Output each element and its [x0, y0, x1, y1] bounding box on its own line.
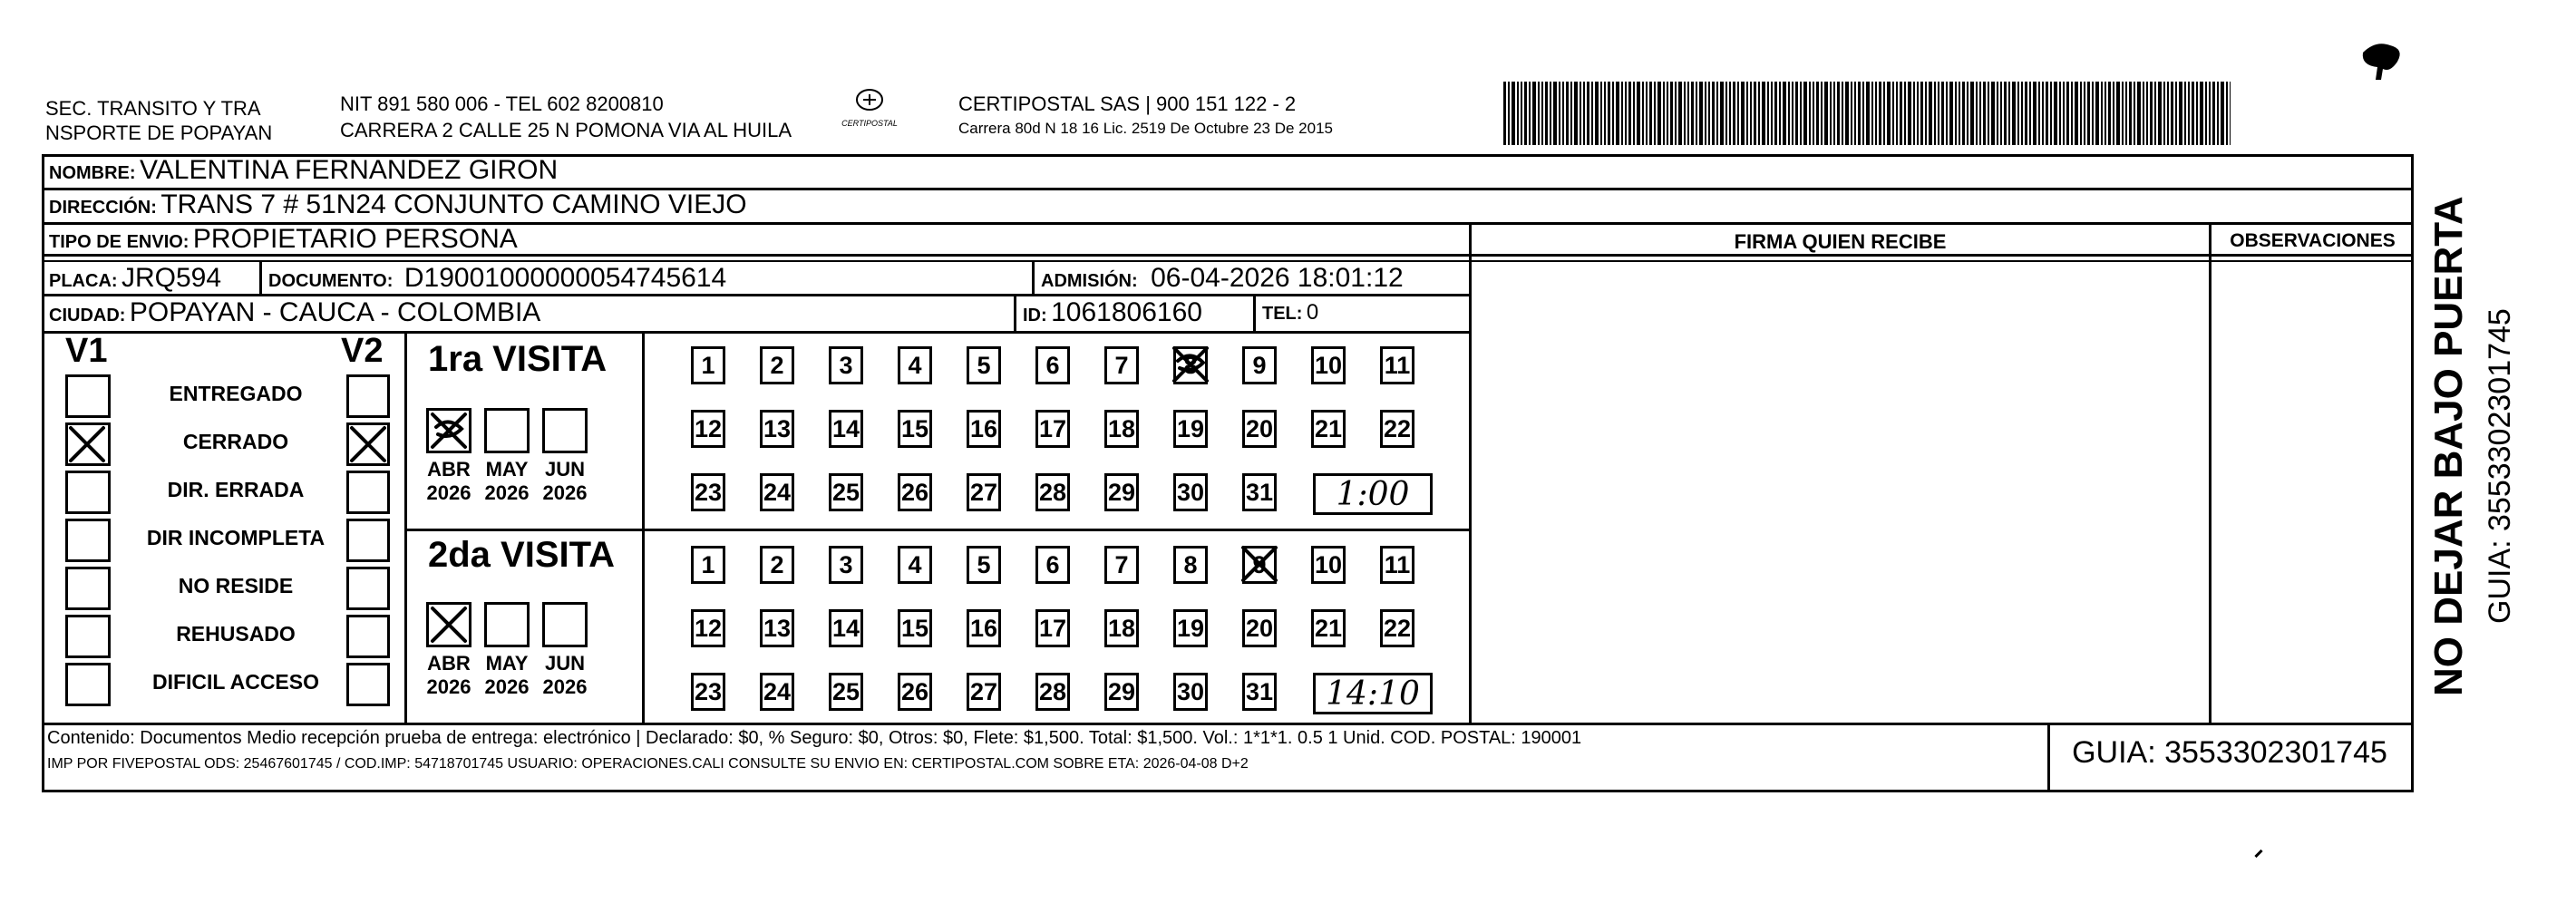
- signature-area[interactable]: [1473, 263, 2207, 721]
- stray-mark: [2254, 850, 2262, 858]
- v1-checkbox[interactable]: [65, 567, 111, 610]
- status-label: ENTREGADO: [169, 382, 303, 405]
- month-label: ABR: [427, 458, 471, 481]
- day-box[interactable]: 20: [1242, 410, 1277, 448]
- day-box[interactable]: 21: [1311, 410, 1346, 448]
- nit-block: [340, 92, 792, 142]
- day-box[interactable]: 10: [1311, 546, 1346, 584]
- day-box[interactable]: 2: [760, 546, 794, 584]
- v2-checkbox[interactable]: [346, 519, 390, 562]
- day-box[interactable]: 25: [829, 673, 863, 711]
- v1-checkbox[interactable]: [65, 663, 111, 706]
- nombre-label: NOMBRE:: [49, 163, 136, 183]
- day-box[interactable]: 17: [1035, 609, 1070, 647]
- day-box[interactable]: 14: [829, 609, 863, 647]
- day-box[interactable]: 26: [898, 473, 932, 511]
- nombre-value: VALENTINA FERNANDEZ GIRON: [140, 155, 559, 185]
- certipostal-logo: CERTIPOSTAL: [821, 87, 919, 128]
- day-box[interactable]: 5: [967, 346, 1001, 384]
- contenido-line: Contenido: Documentos Medio recepción prueba de entrega: electrónico | Declarado: $0, % Seguro: $0, Otros: $0, Flete: $1,500. Total: $1,500. Vol.: 1*1*1. 0.5 1 Unid. COD. POSTAL: 190001: [47, 728, 1582, 748]
- nombre-row: [49, 154, 558, 191]
- admision-value: 06-04-2026 18:01:12: [1151, 263, 1404, 293]
- tel-cell: [1262, 296, 1318, 332]
- day-cross-mark-icon: [1238, 542, 1281, 586]
- day-box[interactable]: 6: [1035, 346, 1070, 384]
- month-check-mark-icon: [427, 603, 471, 646]
- documento-cell: [268, 262, 726, 299]
- documento-value: D19001000000054745614: [403, 263, 727, 293]
- month-label: ABR: [427, 652, 471, 675]
- day-box[interactable]: 23: [691, 673, 725, 711]
- company-line: CERTIPOSTAL SAS | 900 151 122 - 2: [958, 92, 1297, 115]
- tipo-envio-row: [49, 223, 518, 260]
- v2-check-mark-icon: [346, 422, 390, 466]
- observaciones-area[interactable]: [2212, 263, 2412, 721]
- visit2-title: 2da VISITA: [428, 535, 615, 575]
- day-box[interactable]: 7: [1104, 346, 1139, 384]
- month-checkbox[interactable]: [542, 602, 588, 647]
- day-box[interactable]: 30: [1173, 473, 1208, 511]
- ink-blot-icon: [2356, 36, 2410, 82]
- month-label: JUN: [544, 652, 585, 675]
- id-label: ID:: [1023, 306, 1047, 325]
- v2-label: V2: [341, 332, 384, 370]
- day-box[interactable]: 25: [829, 473, 863, 511]
- day-box[interactable]: 1: [691, 546, 725, 584]
- side-warning: NO DEJAR BAJO PUERTA: [2426, 196, 2471, 696]
- year-label: 2026: [542, 481, 588, 504]
- address-line: CARRERA 2 CALLE 25 N POMONA VIA AL HUILA: [340, 119, 792, 141]
- year-label: 2026: [426, 675, 471, 698]
- v1-label: V1: [65, 332, 108, 370]
- sender-block: [45, 96, 272, 145]
- status-label: NO RESIDE: [178, 574, 294, 597]
- status-label: CERRADO: [182, 430, 289, 453]
- day-box[interactable]: 26: [898, 673, 932, 711]
- month-label: MAY: [485, 652, 529, 675]
- day-box[interactable]: 3: [829, 546, 863, 584]
- v2-checkbox[interactable]: [346, 471, 390, 514]
- status-label: DIR. ERRADA: [167, 478, 305, 501]
- sender-line-1: SEC. TRANSITO Y TRA: [45, 97, 261, 120]
- ciudad-cell: [49, 296, 540, 334]
- v1-checkbox[interactable]: [65, 519, 111, 562]
- month-check-mark-icon: [427, 409, 471, 452]
- day-box[interactable]: 5: [967, 546, 1001, 584]
- status-label: DIFICIL ACCESO: [151, 670, 319, 694]
- day-box[interactable]: 29: [1104, 673, 1139, 711]
- day-box[interactable]: 20: [1242, 609, 1277, 647]
- placa-label: PLACA:: [49, 271, 118, 291]
- day-box[interactable]: 1: [691, 346, 725, 384]
- ciudad-label: CIUDAD:: [49, 306, 126, 325]
- day-box[interactable]: 13: [760, 410, 794, 448]
- month-label: JUN: [544, 458, 585, 481]
- year-label: 2026: [542, 675, 588, 698]
- time-box[interactable]: [1313, 473, 1433, 515]
- nit-line: NIT 891 580 006 - TEL 602 8200810: [340, 92, 664, 115]
- time-written: 1:00: [1336, 476, 1410, 513]
- tipo-envio-value: PROPIETARIO PERSONA: [192, 224, 518, 254]
- year-label: 2026: [484, 675, 530, 698]
- license-line: Carrera 80d N 18 16 Lic. 2519 De Octubre 23 De 2015: [958, 120, 1333, 137]
- day-box[interactable]: 6: [1035, 546, 1070, 584]
- direccion-value: TRANS 7 # 51N24 CONJUNTO CAMINO VIEJO: [160, 189, 747, 219]
- admision-label: ADMISIÓN:: [1041, 271, 1138, 291]
- day-box[interactable]: 28: [1035, 473, 1070, 511]
- admision-cell: [1041, 262, 1404, 299]
- v2-checkbox[interactable]: [346, 567, 390, 610]
- day-box[interactable]: 2: [760, 346, 794, 384]
- day-box[interactable]: 31: [1242, 673, 1277, 711]
- v2-checkbox[interactable]: [346, 615, 390, 658]
- time-box[interactable]: [1313, 673, 1433, 714]
- visit1-title: 1ra VISITA: [428, 339, 608, 379]
- day-box[interactable]: 8: [1173, 546, 1208, 584]
- ciudad-value: POPAYAN - CAUCA - COLOMBIA: [129, 297, 541, 327]
- direccion-label: DIRECCIÓN:: [49, 198, 157, 218]
- v2-checkbox[interactable]: [346, 663, 390, 706]
- day-box[interactable]: 28: [1035, 673, 1070, 711]
- day-box[interactable]: 21: [1311, 609, 1346, 647]
- barcode: [1503, 82, 2231, 145]
- v1-checkbox[interactable]: [65, 615, 111, 658]
- month-label: MAY: [485, 458, 529, 481]
- status-label: REHUSADO: [176, 622, 296, 646]
- day-box[interactable]: 27: [967, 673, 1001, 711]
- observaciones-label: OBSERVACIONES: [2230, 230, 2396, 251]
- day-box[interactable]: 15: [898, 609, 932, 647]
- day-box[interactable]: 23: [691, 473, 725, 511]
- day-box[interactable]: 15: [898, 410, 932, 448]
- day-box[interactable]: 19: [1173, 609, 1208, 647]
- month-checkbox[interactable]: [484, 602, 530, 647]
- month-checkbox[interactable]: [542, 408, 588, 453]
- year-label: 2026: [426, 481, 471, 504]
- day-box[interactable]: 8: [1173, 346, 1208, 384]
- day-box[interactable]: 31: [1242, 473, 1277, 511]
- firma-label: FIRMA QUIEN RECIBE: [1734, 230, 1947, 253]
- v1-checkbox[interactable]: [65, 374, 111, 418]
- v2-checkbox[interactable]: [346, 374, 390, 418]
- day-box[interactable]: 18: [1104, 609, 1139, 647]
- time-written: 14:10: [1326, 675, 1420, 713]
- logo-icon: [851, 87, 888, 114]
- company-block: [958, 92, 1333, 138]
- placa-cell: [49, 262, 221, 299]
- day-box[interactable]: 12: [691, 410, 725, 448]
- day-box[interactable]: 9: [1242, 546, 1277, 584]
- day-box[interactable]: 10: [1311, 346, 1346, 384]
- documento-label: DOCUMENTO:: [268, 271, 394, 291]
- day-box[interactable]: 4: [898, 346, 932, 384]
- day-box[interactable]: 9: [1242, 346, 1277, 384]
- day-box[interactable]: 16: [967, 609, 1001, 647]
- day-box[interactable]: 24: [760, 473, 794, 511]
- day-box[interactable]: 22: [1380, 410, 1414, 448]
- day-box[interactable]: 12: [691, 609, 725, 647]
- v1-check-mark-icon: [65, 422, 109, 466]
- tel-label: TEL:: [1262, 304, 1303, 324]
- day-box[interactable]: 17: [1035, 410, 1070, 448]
- day-box[interactable]: 11: [1380, 346, 1414, 384]
- month-checkbox[interactable]: [484, 408, 530, 453]
- year-label: 2026: [484, 481, 530, 504]
- day-box[interactable]: 3: [829, 346, 863, 384]
- day-box[interactable]: 7: [1104, 546, 1139, 584]
- day-box[interactable]: 18: [1104, 410, 1139, 448]
- day-box[interactable]: 22: [1380, 609, 1414, 647]
- footer-guia: GUIA: 3553302301745: [2072, 735, 2387, 770]
- id-value: 1061806160: [1051, 297, 1202, 327]
- day-box[interactable]: 30: [1173, 673, 1208, 711]
- day-box[interactable]: 29: [1104, 473, 1139, 511]
- day-box[interactable]: 14: [829, 410, 863, 448]
- tipo-envio-label: TIPO DE ENVIO:: [49, 232, 190, 252]
- tel-value: 0: [1306, 300, 1319, 325]
- day-box[interactable]: 11: [1380, 546, 1414, 584]
- direccion-row: [49, 189, 747, 226]
- day-cross-mark-icon: [1169, 343, 1212, 386]
- sender-line-2: NSPORTE DE POPAYAN: [45, 121, 273, 144]
- placa-value: JRQ594: [122, 263, 222, 293]
- id-cell: [1023, 296, 1202, 334]
- v1-checkbox[interactable]: [65, 471, 111, 514]
- day-box[interactable]: 16: [967, 410, 1001, 448]
- day-box[interactable]: 27: [967, 473, 1001, 511]
- side-guia: GUIA: 3553302301745: [2483, 308, 2517, 624]
- day-box[interactable]: 19: [1173, 410, 1208, 448]
- day-box[interactable]: 24: [760, 673, 794, 711]
- status-label: DIR INCOMPLETA: [146, 526, 326, 549]
- day-box[interactable]: 13: [760, 609, 794, 647]
- imp-line: IMP POR FIVEPOSTAL ODS: 25467601745 / COD.IMP: 54718701745 USUARIO: OPERACIONES.CALI CONSULTE SU ENVIO EN: CERTIPOSTAL.COM SOBRE ETA: 2026-04-08 D+2: [47, 756, 1249, 772]
- day-box[interactable]: 4: [898, 546, 932, 584]
